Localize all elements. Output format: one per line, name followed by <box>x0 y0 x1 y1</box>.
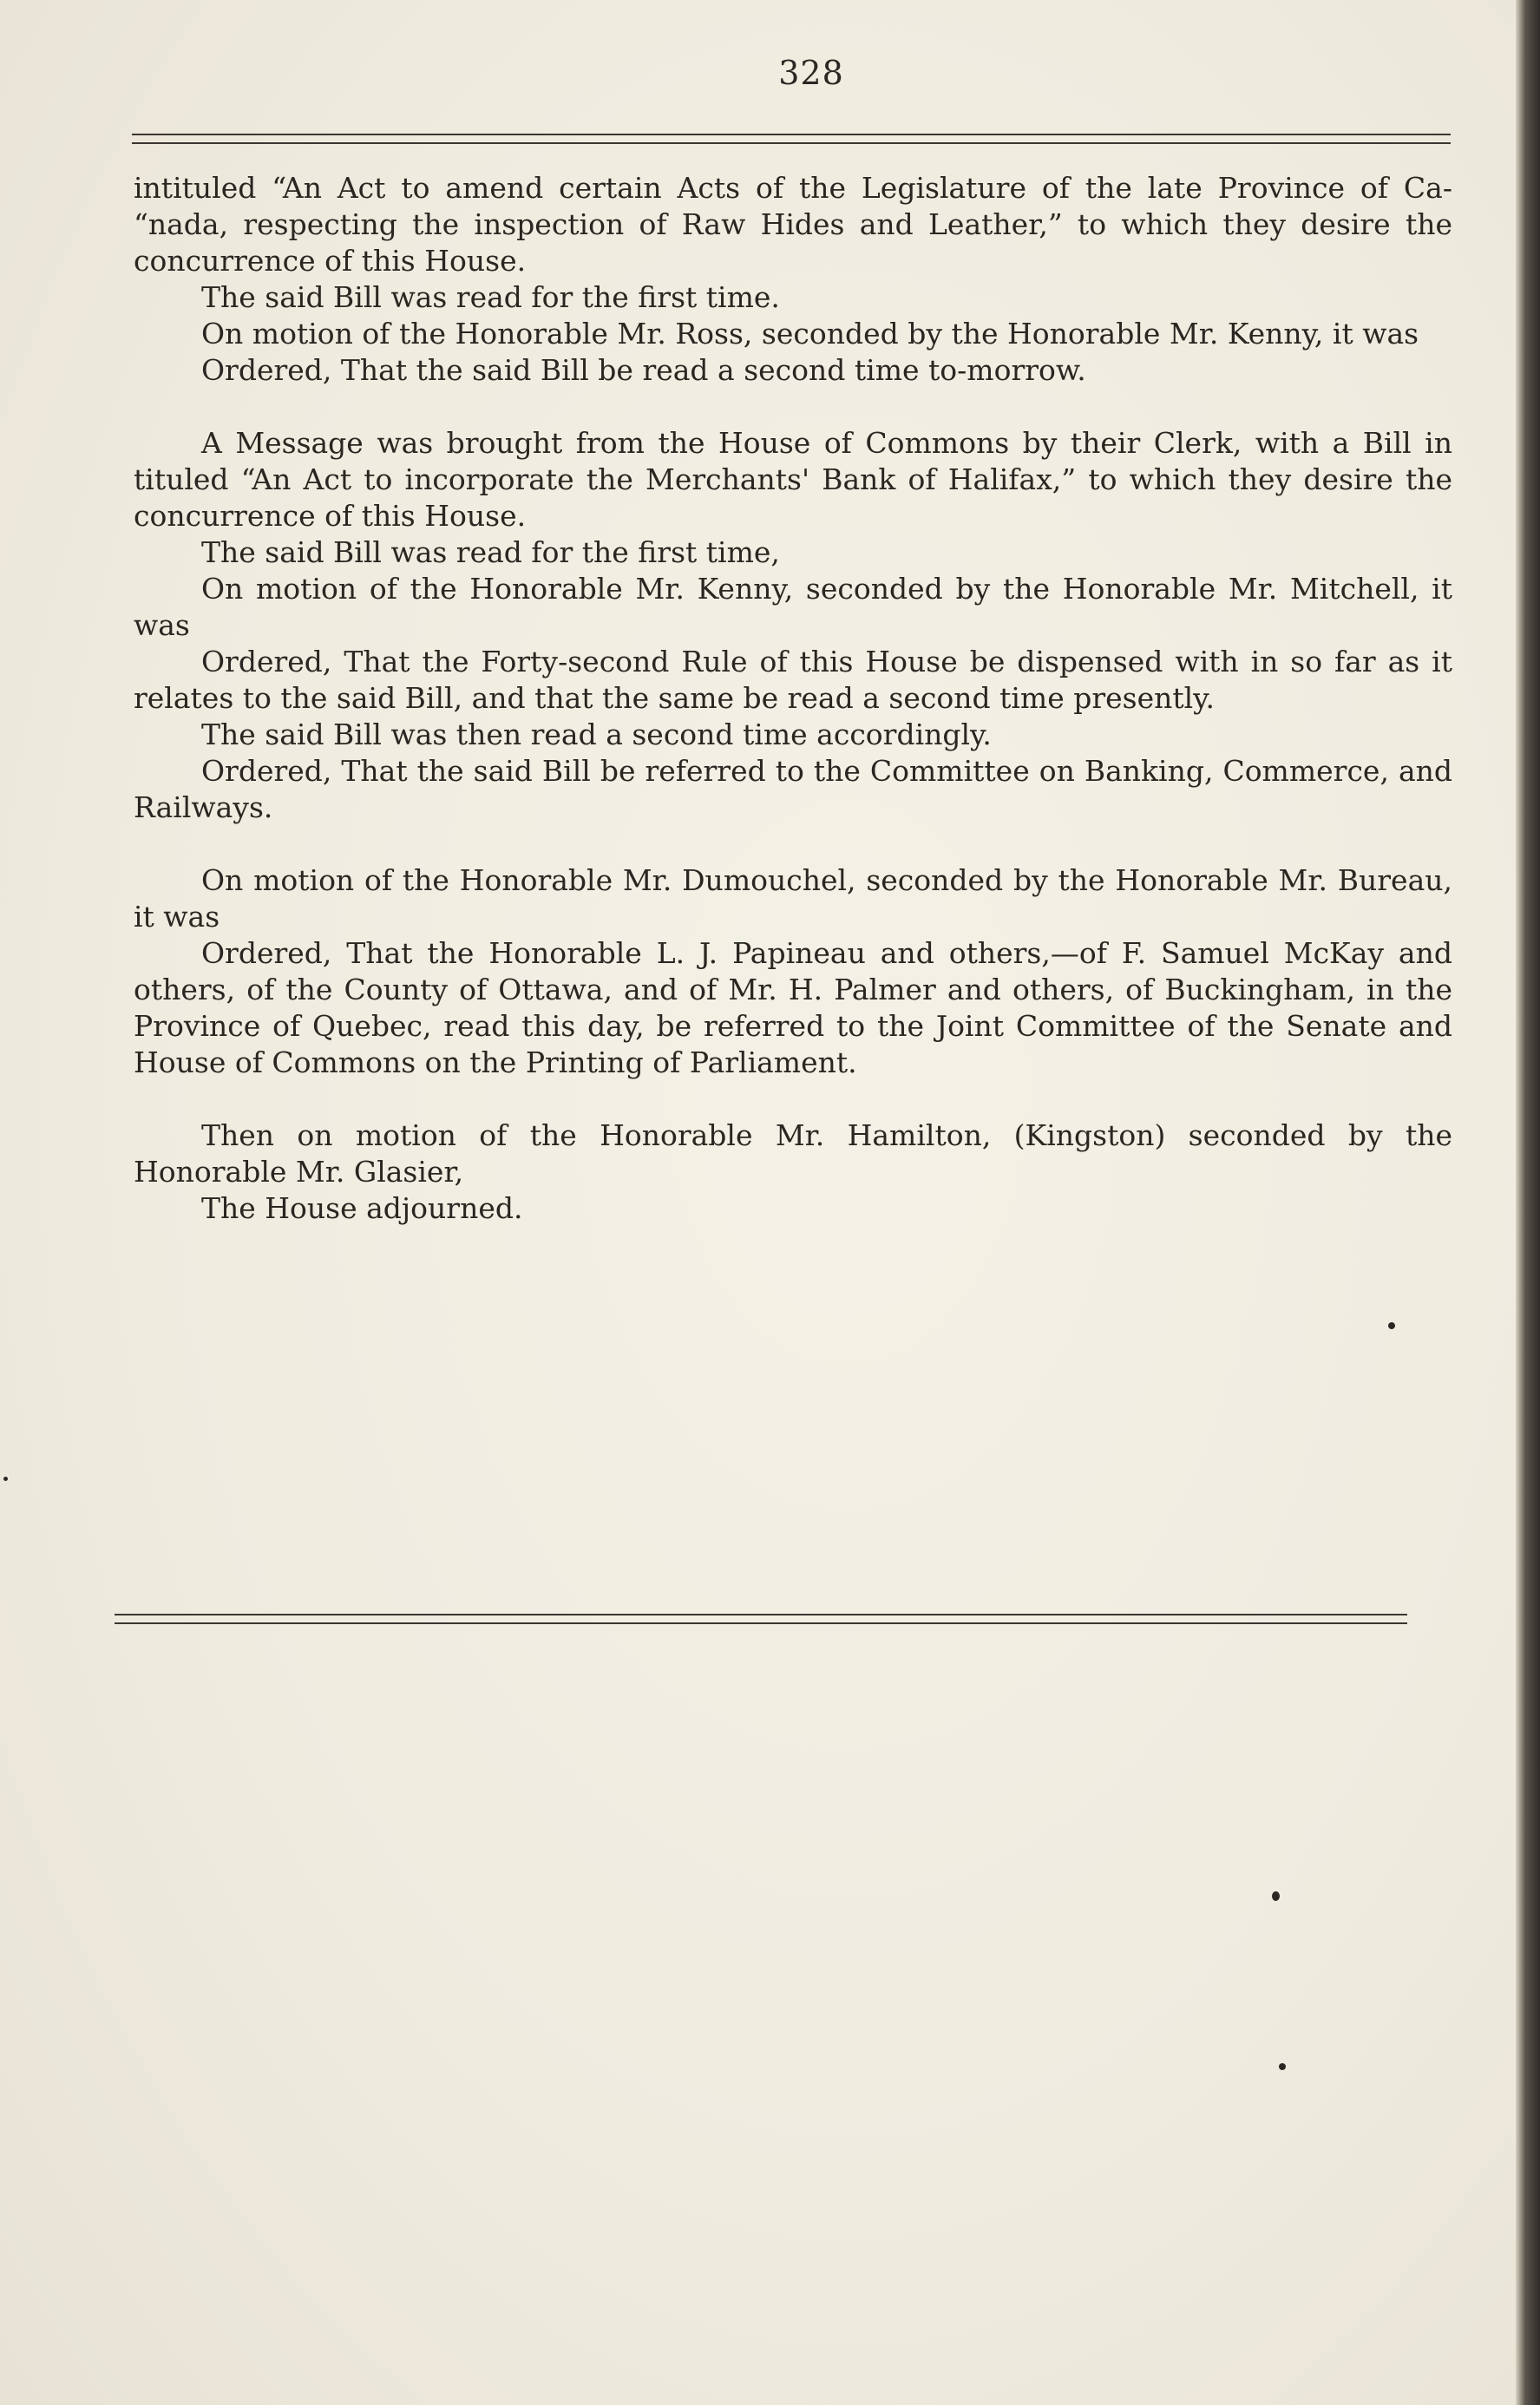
paragraph: Ordered, That the said Bill be referred to the Committee on Banking, Commerce, and Railways. <box>134 754 1452 824</box>
paragraph: The said Bill was then read a second time accordingly. <box>201 718 992 751</box>
paragraph: Ordered, That the said Bill be read a second time to-morrow. <box>201 353 1086 387</box>
page-edge-shadow <box>1516 0 1540 2405</box>
body-text <box>134 170 1452 1227</box>
paragraph: The said Bill was read for the first time. <box>201 280 780 314</box>
paragraph: On motion of the Honorable Mr. Ross, seconded by the Honorable Mr. Kenny, it was <box>201 317 1419 351</box>
paragraph: The House adjourned. <box>201 1191 523 1225</box>
ink-speck <box>3 1477 8 1481</box>
page-number: 328 <box>778 54 844 92</box>
top-rule <box>132 134 1451 144</box>
ink-speck <box>1388 1322 1395 1329</box>
ink-speck <box>1272 1891 1280 1901</box>
paragraph: Ordered, That the Forty-second Rule of this House be dispensed with in so far as it relates to the said Bill, and that the same be read a second time presently. <box>134 645 1452 715</box>
paragraph: On motion of the Honorable Mr. Dumouchel, seconded by the Honorable Mr. Bureau, it was <box>134 863 1452 934</box>
paragraph: Then on motion of the Honorable Mr. Hamilton, (Kingston) seconded by the Honorable Mr. Glasier, <box>134 1118 1452 1189</box>
paragraph: On motion of the Honorable Mr. Kenny, seconded by the Honorable Mr. Mitchell, it was <box>134 572 1452 642</box>
paragraph: intituled “An Act to amend certain Acts of the Legislature of the late Province of Ca- “nada, respecting the inspection of Raw Hides and Leather,” to which they desire the concurrence of this House. <box>134 171 1452 278</box>
paragraph: A Message was brought from the House of Commons by their Clerk, with a Bill in tituled “An Act to incorporate the Merchants' Bank of Halifax,” to which they desire the concurrence of this House. <box>134 426 1452 533</box>
paragraph: Ordered, That the Honorable L. J. Papineau and others,—of F. Samuel McKay and others, of the County of Ottawa, and of Mr. H. Palmer and others, of Buckingham, in the Province of Quebec, read this day, be referred to the Joint Committee of the Senate and House of Commons on the Printing of Parliament. <box>134 936 1452 1079</box>
bottom-rule <box>115 1614 1407 1624</box>
ink-speck <box>1279 2063 1286 2070</box>
paragraph: The said Bill was read for the first time, <box>201 535 780 569</box>
